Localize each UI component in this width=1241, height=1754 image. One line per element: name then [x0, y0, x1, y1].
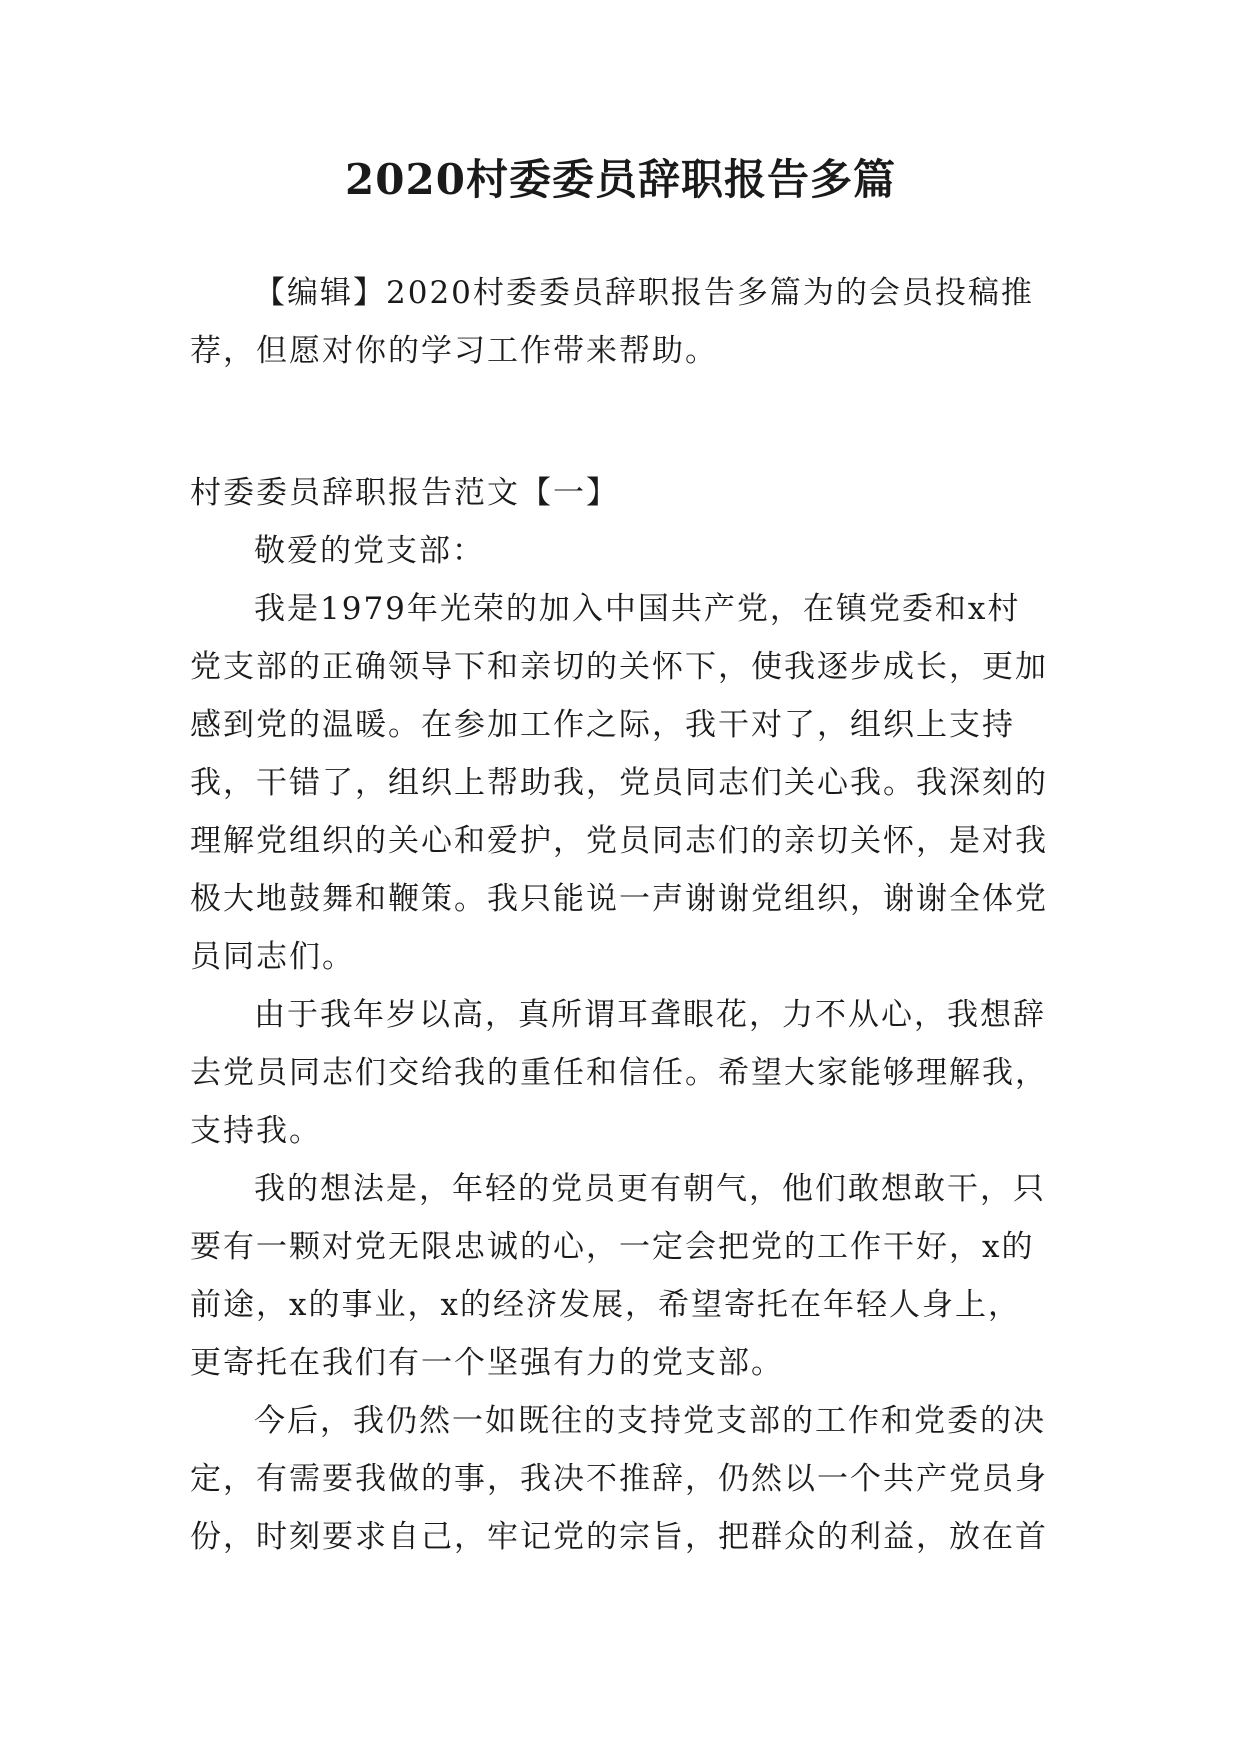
salutation: 敬爱的党支部：	[254, 533, 485, 569]
document-title: 2020村委委员辞职报告多篇	[345, 155, 896, 204]
section-heading: 村委委员辞职报告范文【一】	[190, 475, 619, 511]
intro-paragraph: 【编辑】2020村委委员辞职报告多篇为的会员投稿推荐，但愿对你的学习工作带来帮助。	[190, 275, 1034, 369]
paragraph-2: 由于我年岁以高，真所谓耳聋眼花，力不从心，我想辞去党员同志们交给我的重任和信任。希望大家能够理解我，支持我。	[190, 997, 1048, 1149]
paragraph-3: 我的想法是，年轻的党员更有朝气，他们敢想敢干，只要有一颗对党无限忠诚的心，一定会把党的工作干好，x的前途，x的事业，x的经济发展，希望寄托在年轻人身上，更寄托在我们有一个坚强有力的党支部。	[190, 1171, 1046, 1381]
letter-section	[190, 464, 1052, 1566]
paragraph-4: 今后，我仍然一如既往的支持党支部的工作和党委的决定，有需要我做的事，我决不推辞，仍然以一个共产党员身份，时刻要求自己，牢记党的宗旨，把群众的利益，放在首	[190, 1403, 1048, 1555]
paragraph-1: 我是1979年光荣的加入中国共产党，在镇党委和x村党支部的正确领导下和亲切的关怀下，使我逐步成长，更加感到党的温暖。在参加工作之际，我干对了，组织上支持我，干错了，组织上帮助我，党员同志们关心我。我深刻的理解党组织的关心和爱护，党员同志们的亲切关怀，是对我极大地鼓舞和鞭策。我只能说一声谢谢党组织，谢谢全体党员同志们。	[190, 591, 1048, 975]
